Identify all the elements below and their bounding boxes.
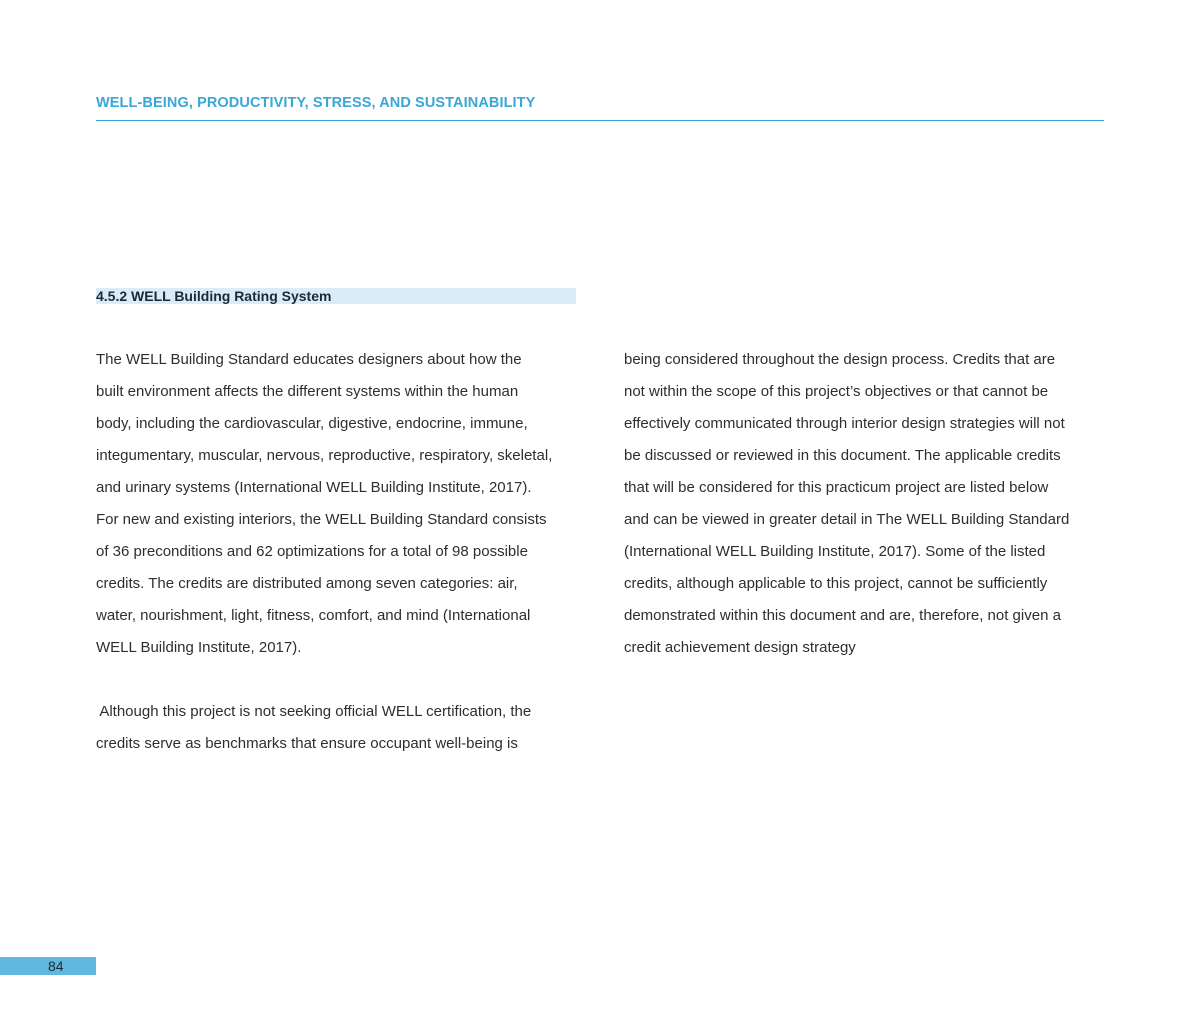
body-line: Although this project is not seeking official WELL certification, the: [96, 703, 532, 720]
body-line: For new and existing interiors, the WELL Building Standard consists: [96, 511, 547, 528]
paragraph-gap: [96, 664, 586, 696]
body-line: credits serve as benchmarks that ensure occupant well-being is: [96, 735, 518, 752]
body-line: The WELL Building Standard educates designers about how the: [96, 351, 522, 368]
body-line: demonstrated within this document and are, therefore, not given a: [624, 607, 1061, 624]
section-heading: 4.5.2 WELL Building Rating System: [96, 288, 576, 304]
body-column-right: [624, 344, 1114, 664]
body-line: that will be considered for this practicum project are listed below: [624, 479, 1049, 496]
body-line: and can be viewed in greater detail in The WELL Building Standard: [624, 511, 1070, 528]
body-line: credit achievement design strategy: [624, 639, 856, 656]
body-line: credits, although applicable to this project, cannot be sufficiently: [624, 575, 1048, 592]
body-line: WELL Building Institute, 2017).: [96, 639, 302, 656]
header-rule: [96, 120, 1104, 121]
body-line: not within the scope of this project’s objectives or that cannot be: [624, 383, 1049, 400]
body-line: effectively communicated through interior design strategies will not: [624, 415, 1065, 432]
page-number: 84: [48, 958, 64, 974]
body-column-left: [96, 344, 586, 760]
body-line: integumentary, muscular, nervous, reproductive, respiratory, skeletal,: [96, 447, 553, 464]
body-line: water, nourishment, light, fitness, comfort, and mind (International: [96, 607, 531, 624]
body-line: and urinary systems (International WELL Building Institute, 2017).: [96, 479, 532, 496]
body-line: built environment affects the different systems within the human: [96, 383, 519, 400]
running-header: WELL-BEING, PRODUCTIVITY, STRESS, AND SUSTAINABILITY: [96, 95, 536, 111]
page-number-tab: [0, 957, 96, 975]
body-line: be discussed or reviewed in this document. The applicable credits: [624, 447, 1061, 464]
body-line: (International WELL Building Institute, 2017). Some of the listed: [624, 543, 1046, 560]
body-line: being considered throughout the design process. Credits that are: [624, 351, 1056, 368]
body-line: of 36 preconditions and 62 optimizations for a total of 98 possible: [96, 543, 528, 560]
body-line: body, including the cardiovascular, digestive, endocrine, immune,: [96, 415, 528, 432]
body-line: credits. The credits are distributed among seven categories: air,: [96, 575, 518, 592]
